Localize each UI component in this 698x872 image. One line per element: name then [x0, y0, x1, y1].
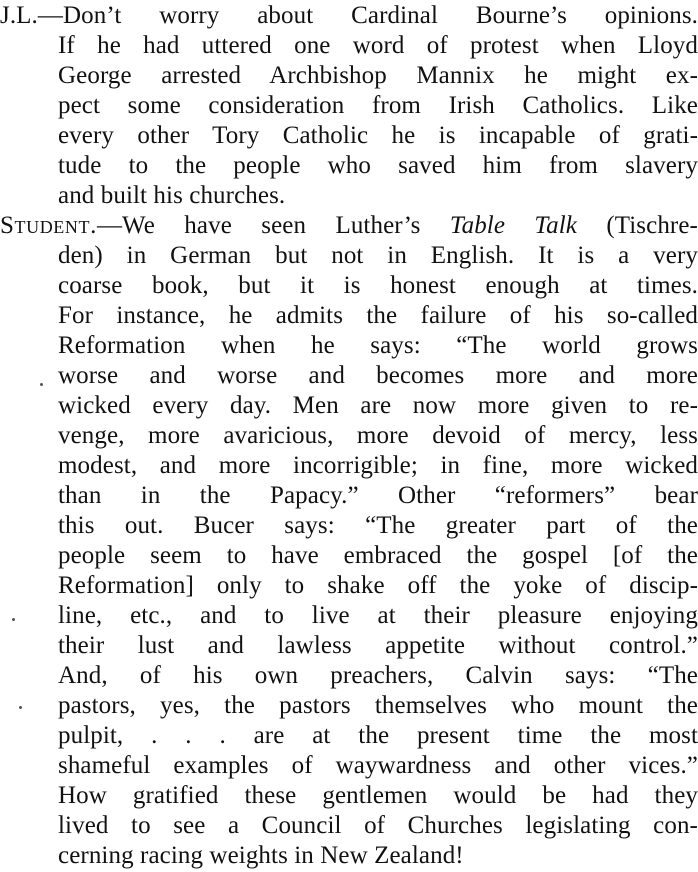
entry-text-line: lived to see a Council of Churches legislating con-	[58, 812, 698, 839]
entry-text-line: venge, more avaricious, more devoid of mercy, less	[58, 422, 698, 449]
entry-jl-first-line	[0, 0, 698, 32]
entry-text-line: this out. Bucer says: “The greater part of the	[58, 512, 698, 539]
entry-text-line: pastors, yes, the pastors themselves who mount the	[58, 692, 698, 719]
entry-text-line: their lust and lawless appetite without control.”	[58, 632, 698, 659]
entry-student-first-line	[0, 210, 698, 242]
entry-text-line: modest, and more incorrigible; in fine, more wicked	[58, 452, 698, 479]
entry-heading-student: Student.	[0, 212, 97, 239]
entry-text-line: pulpit, . . . are at the present time the most	[58, 722, 698, 749]
entry-text-line: Reformation when he says: “The world grows	[58, 332, 698, 359]
entry-text-line: If he had uttered one word of protest when Lloyd	[58, 32, 698, 59]
entry-text-line: Reformation] only to shake off the yoke of discip-	[58, 572, 698, 599]
print-speck	[12, 618, 15, 621]
print-speck	[19, 706, 22, 709]
book-title-italic: Table Talk	[449, 212, 577, 239]
entry-text-line: tude to the people who saved him from slavery	[58, 152, 698, 179]
entry-text-line: worse and worse and becomes more and more	[58, 362, 698, 389]
entry-text-line: How gratified these gentlemen would be had they	[58, 782, 698, 809]
entry-text-segment: (Tischre-	[576, 212, 698, 239]
entry-text-line: cerning racing weights in New Zealand!	[58, 842, 464, 869]
entry-heading-jl: J.L.	[0, 2, 38, 29]
entry-text-line: George arrested Archbishop Mannix he might ex-	[58, 62, 698, 89]
entry-text-line: and built his churches.	[58, 182, 286, 209]
entry-text-segment: —We have seen Luther’s	[96, 212, 450, 239]
print-speck	[40, 383, 43, 386]
entry-text-line: And, of his own preachers, Calvin says: “The	[58, 662, 698, 689]
entry-text-line: —Don’t worry about Cardinal Bourne’s opinions.	[37, 2, 698, 29]
entry-text-line: coarse book, but it is honest enough at times.	[58, 272, 698, 299]
entry-text-line: For instance, he admits the failure of his so-called	[58, 302, 698, 329]
entry-text-line: people seem to have embraced the gospel [of the	[58, 542, 698, 569]
entry-text-line: than in the Papacy.” Other “reformers” bear	[58, 482, 698, 509]
entry-text-line: wicked every day. Men are now more given to re-	[58, 392, 698, 419]
entry-text-line: shameful examples of waywardness and other vices.”	[58, 752, 698, 779]
entry-text-line: line, etc., and to live at their pleasure enjoying	[58, 602, 698, 629]
entry-text-line: every other Tory Catholic he is incapable of grati-	[58, 122, 698, 149]
entry-text-line: den) in German but not in English. It is a very	[58, 242, 698, 269]
entry-text-line: pect some consideration from Irish Catholics. Like	[58, 92, 698, 119]
